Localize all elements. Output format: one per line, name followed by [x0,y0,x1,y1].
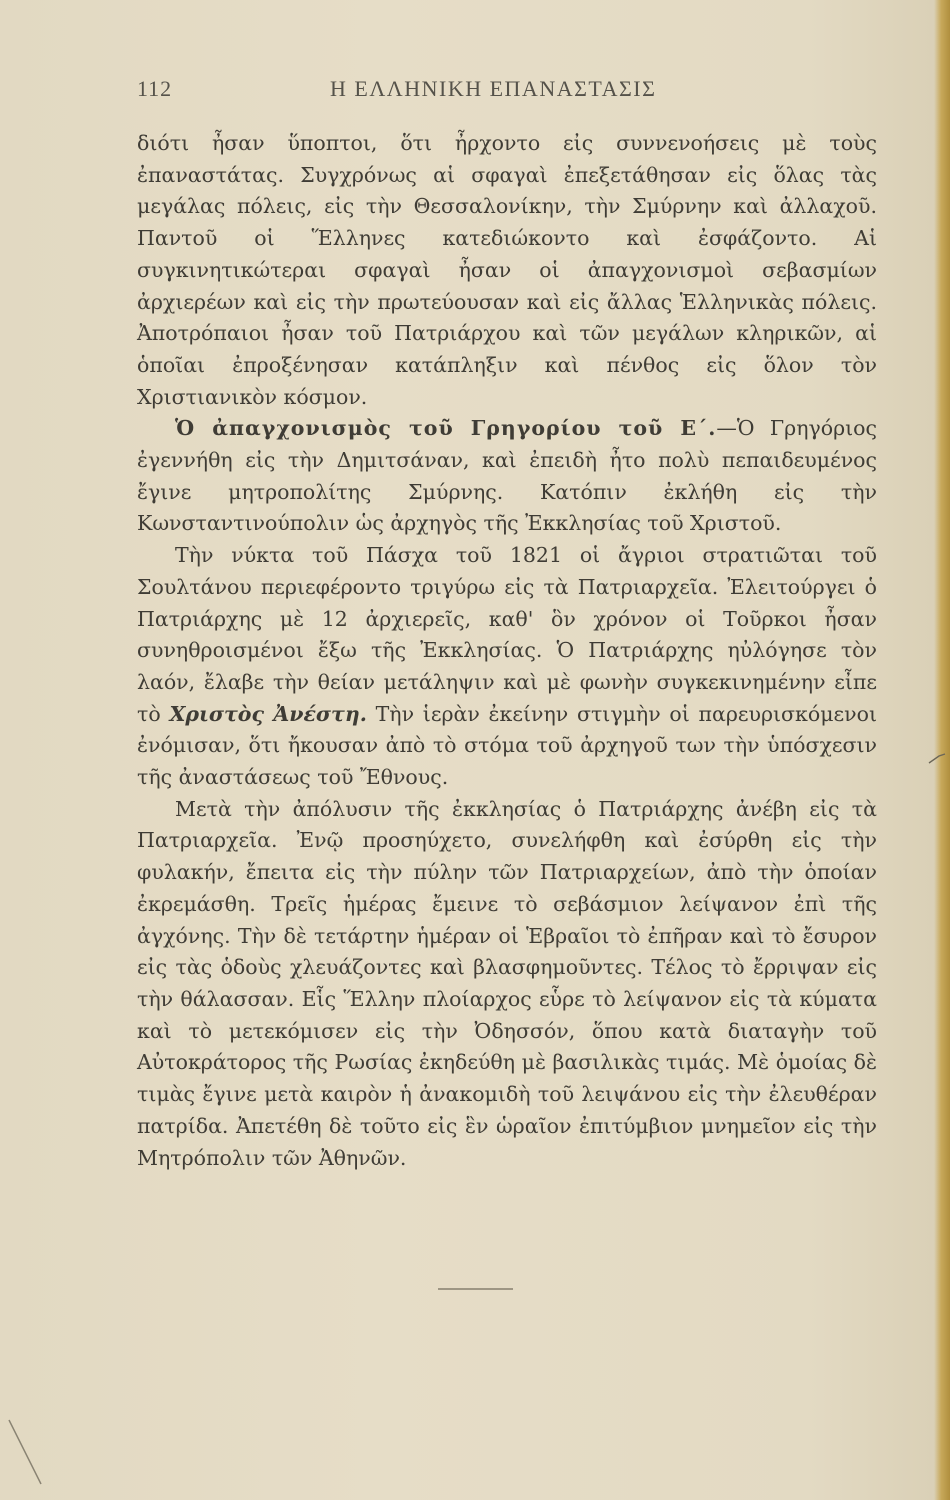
running-title: Η ΕΛΛΗΝΙΚΗ ΕΠΑΝΑΣΤΑΣΙΣ [330,76,657,101]
paragraph-3-text-start: Τὴν νύκτα τοῦ Πάσχα τοῦ 1821 οἱ ἄγριοι στρατιῶται τοῦ Σουλτάνου περιεφέροντο τριγύρω εἰς τὰ Πατριαρχεῖα. Ἐλειτούργει ὁ Πατριάρχης μὲ 12 ἀρχιερεῖς, καθ' ὃν χρόνον οἱ Τοῦρκοι ἦσαν συνηθροισμένοι ἔξω τῆς Ἐκκλησίας. Ὁ Πατριάρχης ηὐλόγησε τὸν λαόν, ἔλαβε τὴν θείαν μετάληψιν καὶ μὲ φωνὴν συγκεκινημένην εἶπε τὸ [137,543,877,726]
paragraph-2-text: —Ὁ Γρηγόριος ἐγεννήθη εἰς τὴν Δημιτσάναν, καὶ ἐπειδὴ ἦτο πολὺ πεπαιδευμένος ἔγινε μητροπολίτης Σμύρνης. Κατόπιν ἐκλήθη εἰς τὴν Κωνσταντινούπολιν ὡς ἀρχηγὸς τῆς Ἐκκλησίας τοῦ Χριστοῦ. [137,416,877,536]
paragraph-4 [137,794,877,1174]
paragraph-1 [137,128,877,413]
page-number: 112 [137,76,173,101]
paragraph-4-text: Μετὰ τὴν ἀπόλυσιν τῆς ἐκκλησίας ὁ Πατριάρχης ἀνέβη εἰς τὰ Πατριαρχεῖα. Ἐνῷ προσηύχετο, συνελήφθη καὶ ἐσύρθη εἰς τὴν φυλακήν, ἔπειτα εἰς τὴν πύλην τῶν Πατριαρχείων, ἀπὸ τὴν ὁποίαν ἐκρεμάσθη. Τρεῖς ἡμέρας ἔμεινε τὸ σεβάσμιον λείψανον ἐπὶ τῆς ἀγχόνης. Τὴν δὲ τετάρτην ἡμέραν οἱ Ἑβραῖοι τὸ ἐπῆραν καὶ τὸ ἔσυρον εἰς τὰς ὁδοὺς χλευάζοντες καὶ βλασφημοῦντες. Τέλος τὸ ἔρριψαν εἰς τὴν θάλασσαν. Εἷς Ἕλλην πλοίαρχος εὗρε τὸ λείψανον εἰς τὰ κύματα καὶ τὸ μετεκόμισεν εἰς τὴν Ὀδησσόν, ὅπου κατὰ διαταγὴν τοῦ Αὐτοκράτορος τῆς Ρωσίας ἐκηδεύθη μὲ βασιλικὰς τιμάς. Μὲ ὁμοίας δὲ τιμὰς ἔγινε μετὰ καιρὸν ἡ ἀνακομιδὴ τοῦ λειψάνου εἰς τὴν ἐλευθέραν πατρίδα. Ἀπετέθη δὲ τοῦτο εἰς ἓν ὡραῖον ἐπιτύμβιον μνημεῖον εἰς τὴν Μητρόπολιν τῶν Ἀθηνῶν. [137,796,877,1170]
section-title: Ὁ ἀπαγχονισμὸς τοῦ Γρηγορίου τοῦ Ε΄. [175,416,717,441]
page-header [0,72,950,112]
body-text [137,128,877,1174]
emphasis-christos-anesti: Χριστὸς Ἀνέστη. [169,701,367,726]
binding-edge [934,0,950,1500]
end-rule [438,1288,513,1290]
pencil-tick-mark [927,752,947,766]
paragraph-3-text-end: Τὴν ἱερὰν ἐκείνην στιγμὴν οἱ παρευρισκόμενοι ἐνόμισαν, ὅτι ἤκουσαν ἀπὸ τὸ στόμα τοῦ ἀρχηγοῦ των τὴν ὑπόσχεσιν τῆς ἀναστάσεως τοῦ Ἔθνους. [137,701,877,790]
paragraph-2 [137,413,877,540]
margin-pencil-mark [5,1412,85,1492]
paragraph-3 [137,540,877,794]
paragraph-1-text: διότι ἦσαν ὕποπτοι, ὅτι ἦρχοντο εἰς συννενοήσεις μὲ τοὺς ἐπαναστάτας. Συγχρόνως αἱ σφαγαὶ ἐπεξετάθησαν εἰς ὅλας τὰς μεγάλας πόλεις, εἰς τὴν Θεσσαλονίκην, τὴν Σμύρνην καὶ ἀλλαχοῦ. Παντοῦ οἱ Ἕλληνες κατεδιώκοντο καὶ ἐσφάζοντο. Αἱ συγκινητικώτεραι σφαγαὶ ἦσαν οἱ ἀπαγχονισμοὶ σεβασμίων ἀρχιερέων καὶ εἰς τὴν πρωτεύουσαν καὶ εἰς ἄλλας Ἑλληνικὰς πόλεις. Ἀποτρόπαιοι ἦσαν τοῦ Πατριάρχου καὶ τῶν μεγάλων κληρικῶν, αἱ ὁποῖαι ἐπροξένησαν κατάπληξιν καὶ πένθος εἰς ὅλον τὸν Χριστιανικὸν κόσμον. [137,131,877,409]
